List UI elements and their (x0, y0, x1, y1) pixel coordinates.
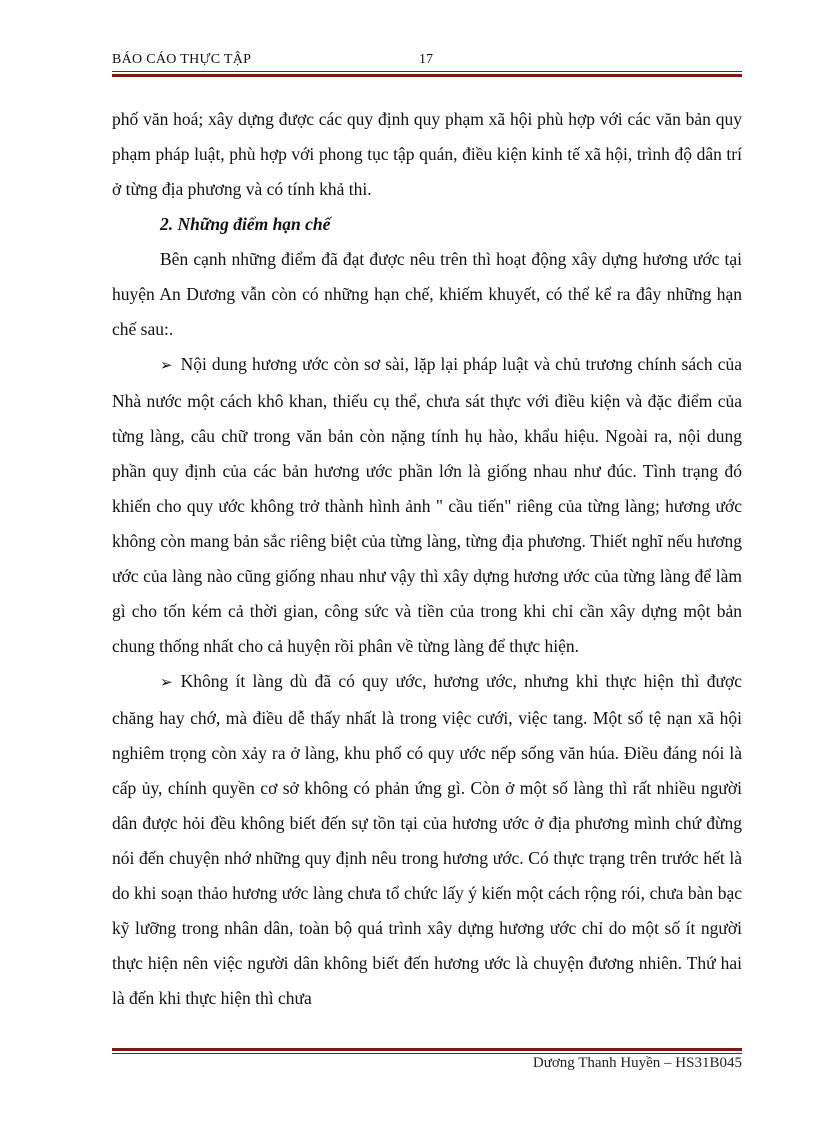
arrow-bullet-icon: ➢ (160, 358, 173, 374)
paragraph-intro: Bên cạnh những điểm đã đạt được nêu trên thì hoạt động xây dựng hương ước tại huyện An Dương vẫn còn có những hạn chế, khiếm khuyết, có thể kể ra đây những hạn chế sau:. (112, 249, 742, 339)
page-body (112, 102, 742, 1016)
footer-rule (112, 1048, 742, 1054)
bullet-item-2 (112, 664, 742, 1016)
bullet-item-1 (112, 347, 742, 664)
bullet-text-1: Nội dung hương ước còn sơ sài, lặp lại pháp luật và chủ trương chính sách của Nhà nước một cách khô khan, thiếu cụ thể, chưa sát thực với điều kiện và đặc điểm của từng làng, câu chữ trong văn bản còn nặng tính hụ hào, khẩu hiệu. Ngoài ra, nội dung phần quy định của các bản hương ước phần lớn là giống nhau như đúc. Tình trạng đó khiến cho quy ước không trở thành hình ảnh " cầu tiến" riêng của từng làng; hương ước không còn mang bản sắc riêng biệt của từng làng, từng địa phương. Thiết nghĩ nếu hương ước của làng nào cũng giống nhau như vậy thì xây dựng hương ước của từng làng để làm gì cho tốn kém cả thời gian, công sức và tiền của trong khi chỉ cần xây dựng một bản chung thống nhất cho cả huyện rồi phân về từng làng để thực hiện. (112, 354, 742, 656)
section-heading: 2. Những điểm hạn chế (160, 214, 331, 234)
footer-author: Dương Thanh Huyền – HS31B045 (532, 1055, 742, 1071)
arrow-bullet-icon: ➢ (160, 675, 173, 691)
paragraph-continuation: phố văn hoá; xây dựng được các quy định quy phạm xã hội phù hợp với các văn bản quy phạm pháp luật, phù hợp với phong tục tập quán, điều kiện kinh tế xã hội, trình độ dân trí ở từng địa phương và có tính khả thi. (112, 109, 742, 199)
page-number: 17 (419, 52, 433, 67)
header-rule (112, 71, 742, 77)
report-title: BÁO CÁO THỰC TẬP (112, 52, 252, 67)
bullet-text-2: Không ít làng dù đã có quy ước, hương ước, nhưng khi thực hiện thì được chăng hay chớ, mà điều dễ thấy nhất là trong việc cưới, việc tang. Một số tệ nạn xã hội nghiêm trọng còn xảy ra ở làng, khu phố có quy ước nếp sống văn húa. Điều đáng nói là cấp ủy, chính quyền cơ sở không có phản ứng gì. Còn ở một số làng thì rất nhiều người dân được hỏi đều không biết đến sự tồn tại của hương ước ở địa phương mình chứ đừng nói đến chuyện nhớ những quy định nêu trong hương ước. Có thực trạng trên trước hết là do khi soạn thảo hương ước làng chưa tổ chức lấy ý kiến một cách rộng rói, chưa bàn bạc kỹ lưỡng trong nhân dân, toàn bộ quá trình xây dựng hương ước chỉ do một số ít người thực hiện nên việc người dân không biết đến hương ước là chuyện đương nhiên. Thứ hai là đến khi thực hiện thì chưa (112, 671, 742, 1008)
page-header (112, 52, 742, 72)
